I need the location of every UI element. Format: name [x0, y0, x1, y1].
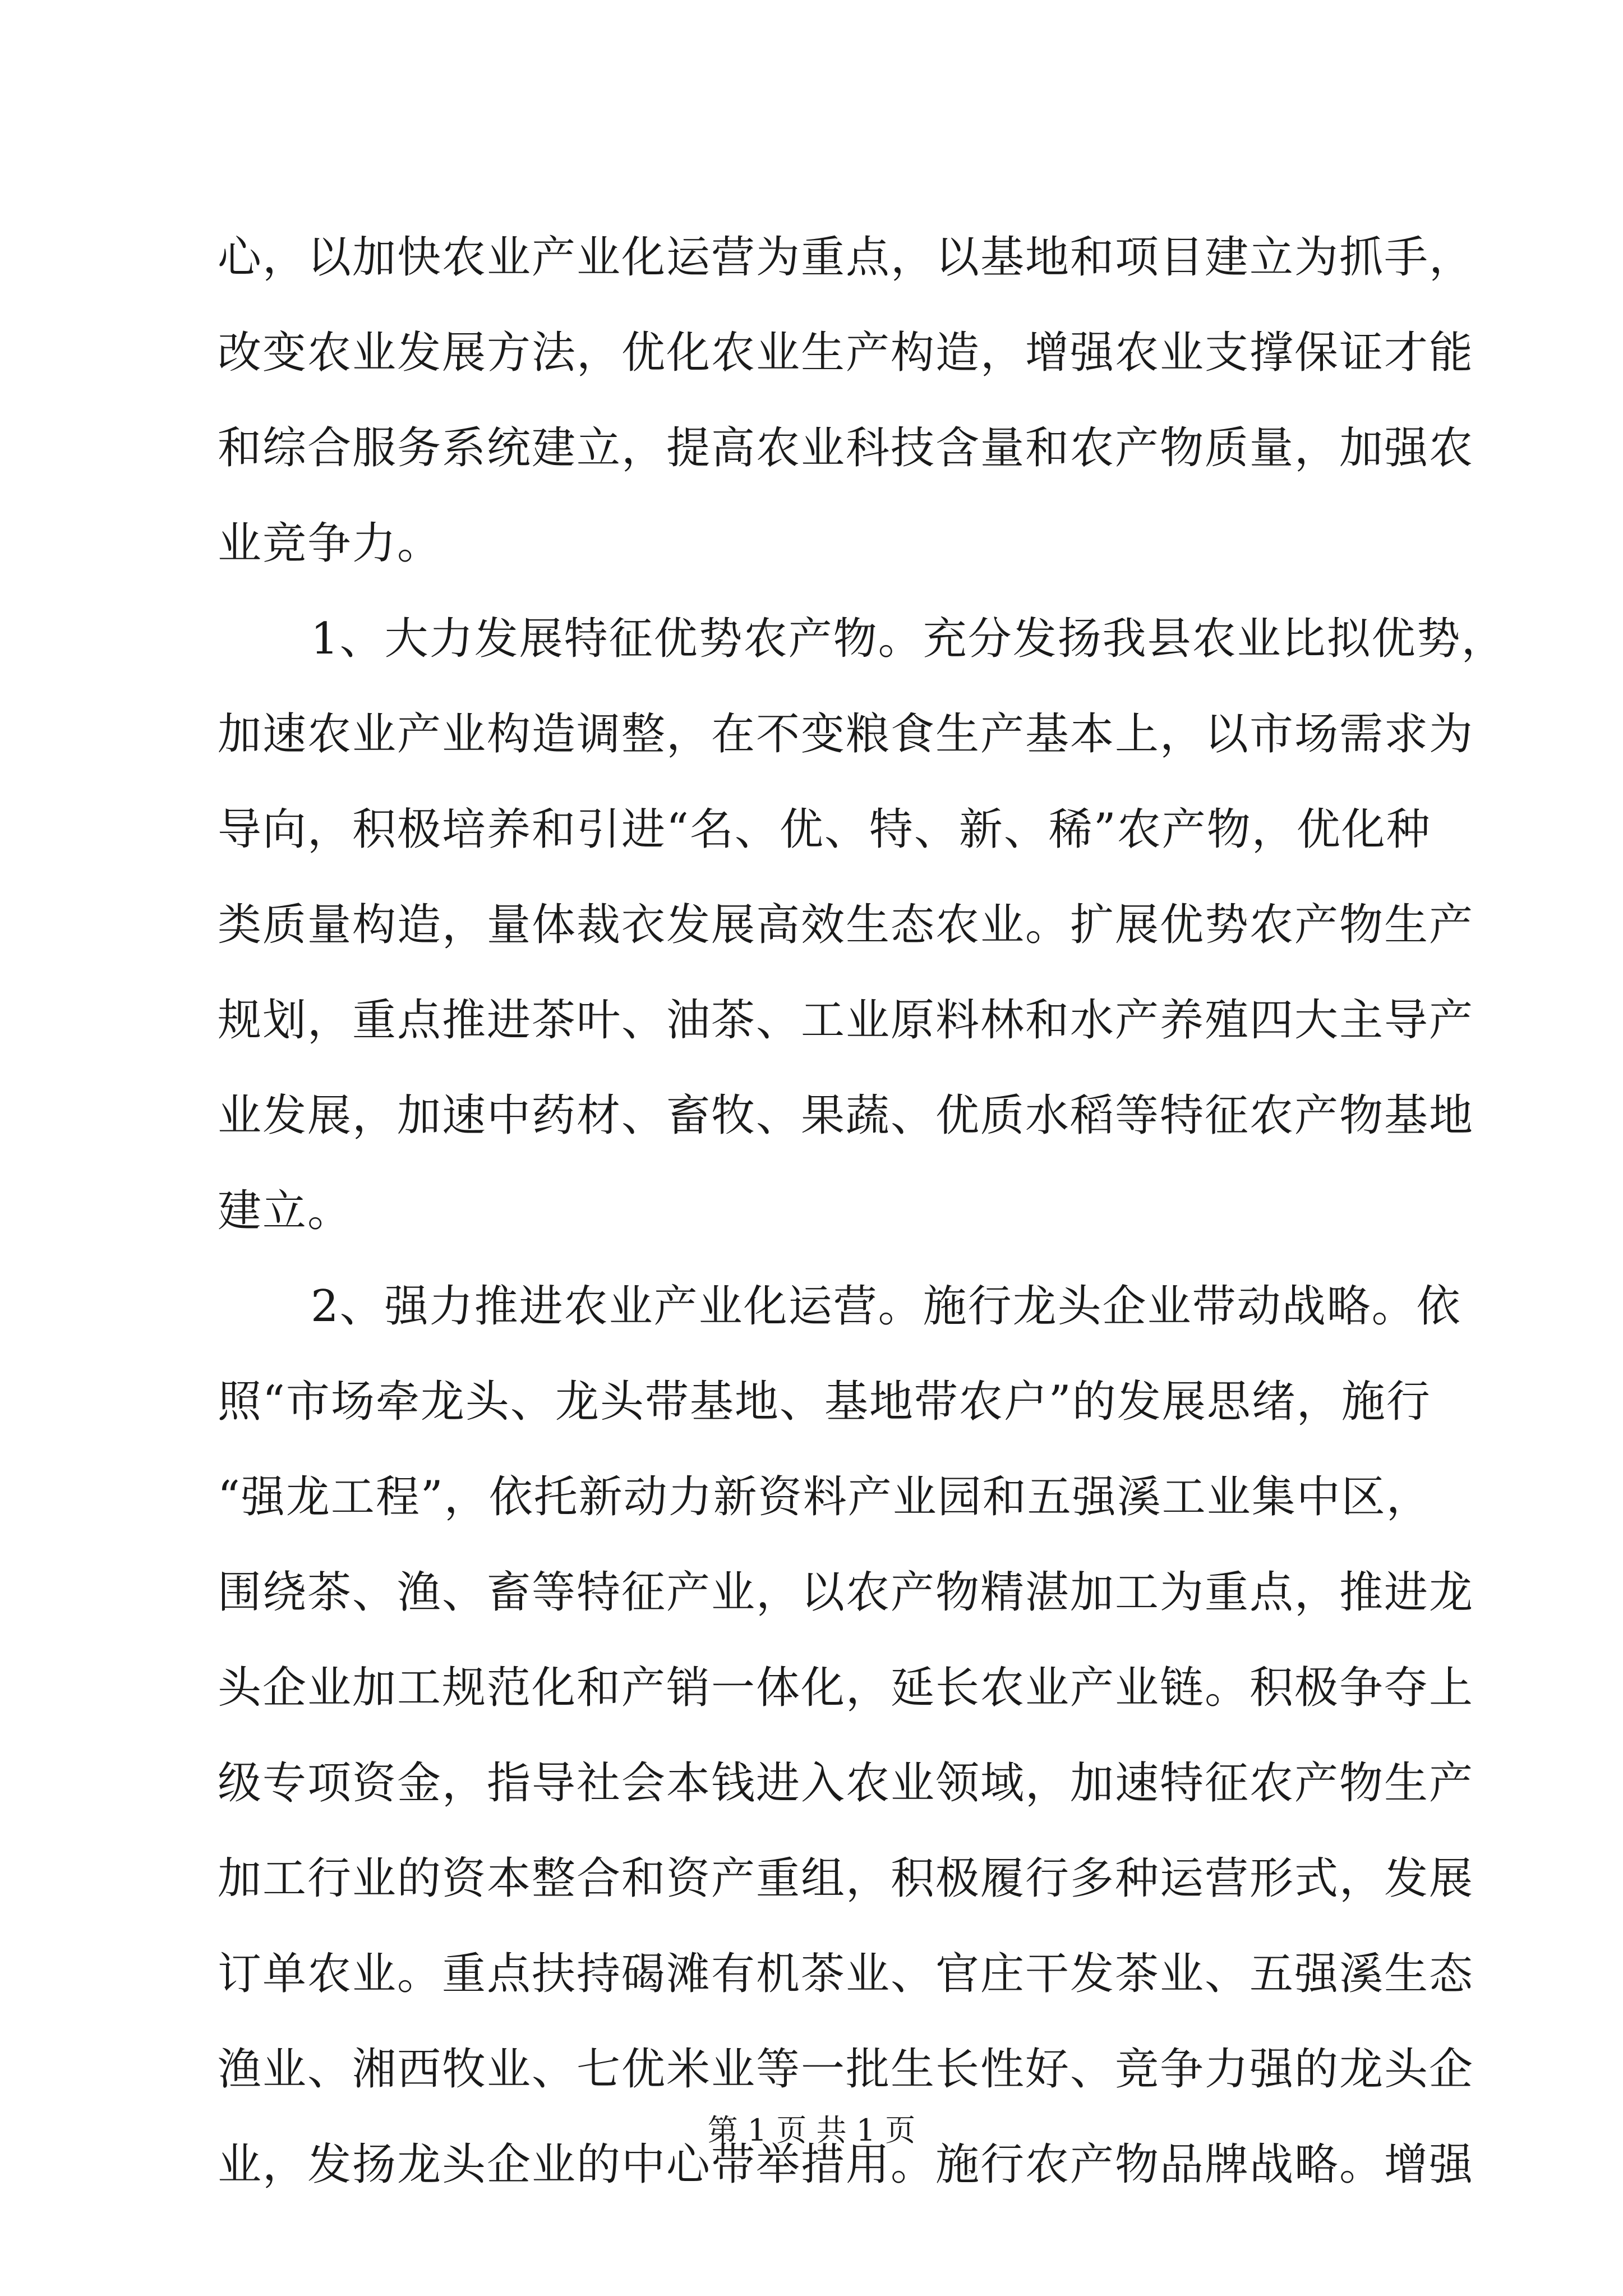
text-line: 头企业加工规范化和产销一体化，延长农业产业链。积极争夺上: [218, 1663, 1474, 1713]
text-line: 改变农业发展方法，优化农业生产构造，增强农业支撑保证才能: [218, 328, 1474, 378]
text-line: 围绕茶、渔、畜等特征产业，以农产物精湛加工为重点，推进龙: [218, 1567, 1474, 1618]
text-line: 心，以加快农业产业化运营为重点，以基地和项目建立为抓手，: [218, 232, 1474, 283]
text-line: 加工行业的资本整合和资产重组，积极履行多种运营形式，发展: [218, 1853, 1474, 1904]
text-line: 导向，积极培养和引进“名、优、特、新、稀”农产物，优化种: [218, 804, 1431, 855]
page-footer: 第 1 页 共 1 页: [707, 2113, 916, 2148]
text-line: 建立。: [218, 1186, 353, 1236]
body-text: [218, 210, 1506, 2212]
text-line: “强龙工程”，依托新动力新资料产业园和五强溪工业集中区，: [218, 1472, 1431, 1522]
text-line: 级专项资金，指导社会本钱进入农业领域，加速特征农产物生产: [218, 1758, 1474, 1809]
text-line: 业，发扬龙头企业的中心带举措用。施行农产物品牌战略。增强: [218, 2139, 1474, 2190]
text-line: 业发展，加速中药材、畜牧、果蔬、优质水稻等特征农产物基地: [218, 1091, 1474, 1141]
text-line: 2、强力推进农业产业化运营。施行龙头企业带动战略。依: [311, 1281, 1461, 1332]
text-line: 订单农业。重点扶持碣滩有机茶业、官庄干发茶业、五强溪生态: [218, 1949, 1474, 1999]
text-line: 加速农业产业构造调整，在不变粮食生产基本上，以市场需求为: [218, 709, 1474, 760]
text-line: 类质量构造，量体裁衣发展高效生态农业。扩展优势农产物生产: [218, 900, 1474, 950]
text-line: 和综合服务系统建立，提高农业科技含量和农产物质量，加强农: [218, 423, 1474, 473]
text-line: 业竞争力。: [218, 518, 442, 569]
text-line: 照“市场牵龙头、龙头带基地、基地带农户”的发展思绪，施行: [218, 1377, 1431, 1427]
text-line: 1、大力发展特征优势农产物。充分发扬我县农业比拟优势，: [311, 614, 1506, 664]
text-line: 规划，重点推进茶叶、油茶、工业原料林和水产养殖四大主导产: [218, 995, 1474, 1046]
text-line: 渔业、湘西牧业、七优米业等一批生长性好、竞争力强的龙头企: [218, 2044, 1474, 2095]
